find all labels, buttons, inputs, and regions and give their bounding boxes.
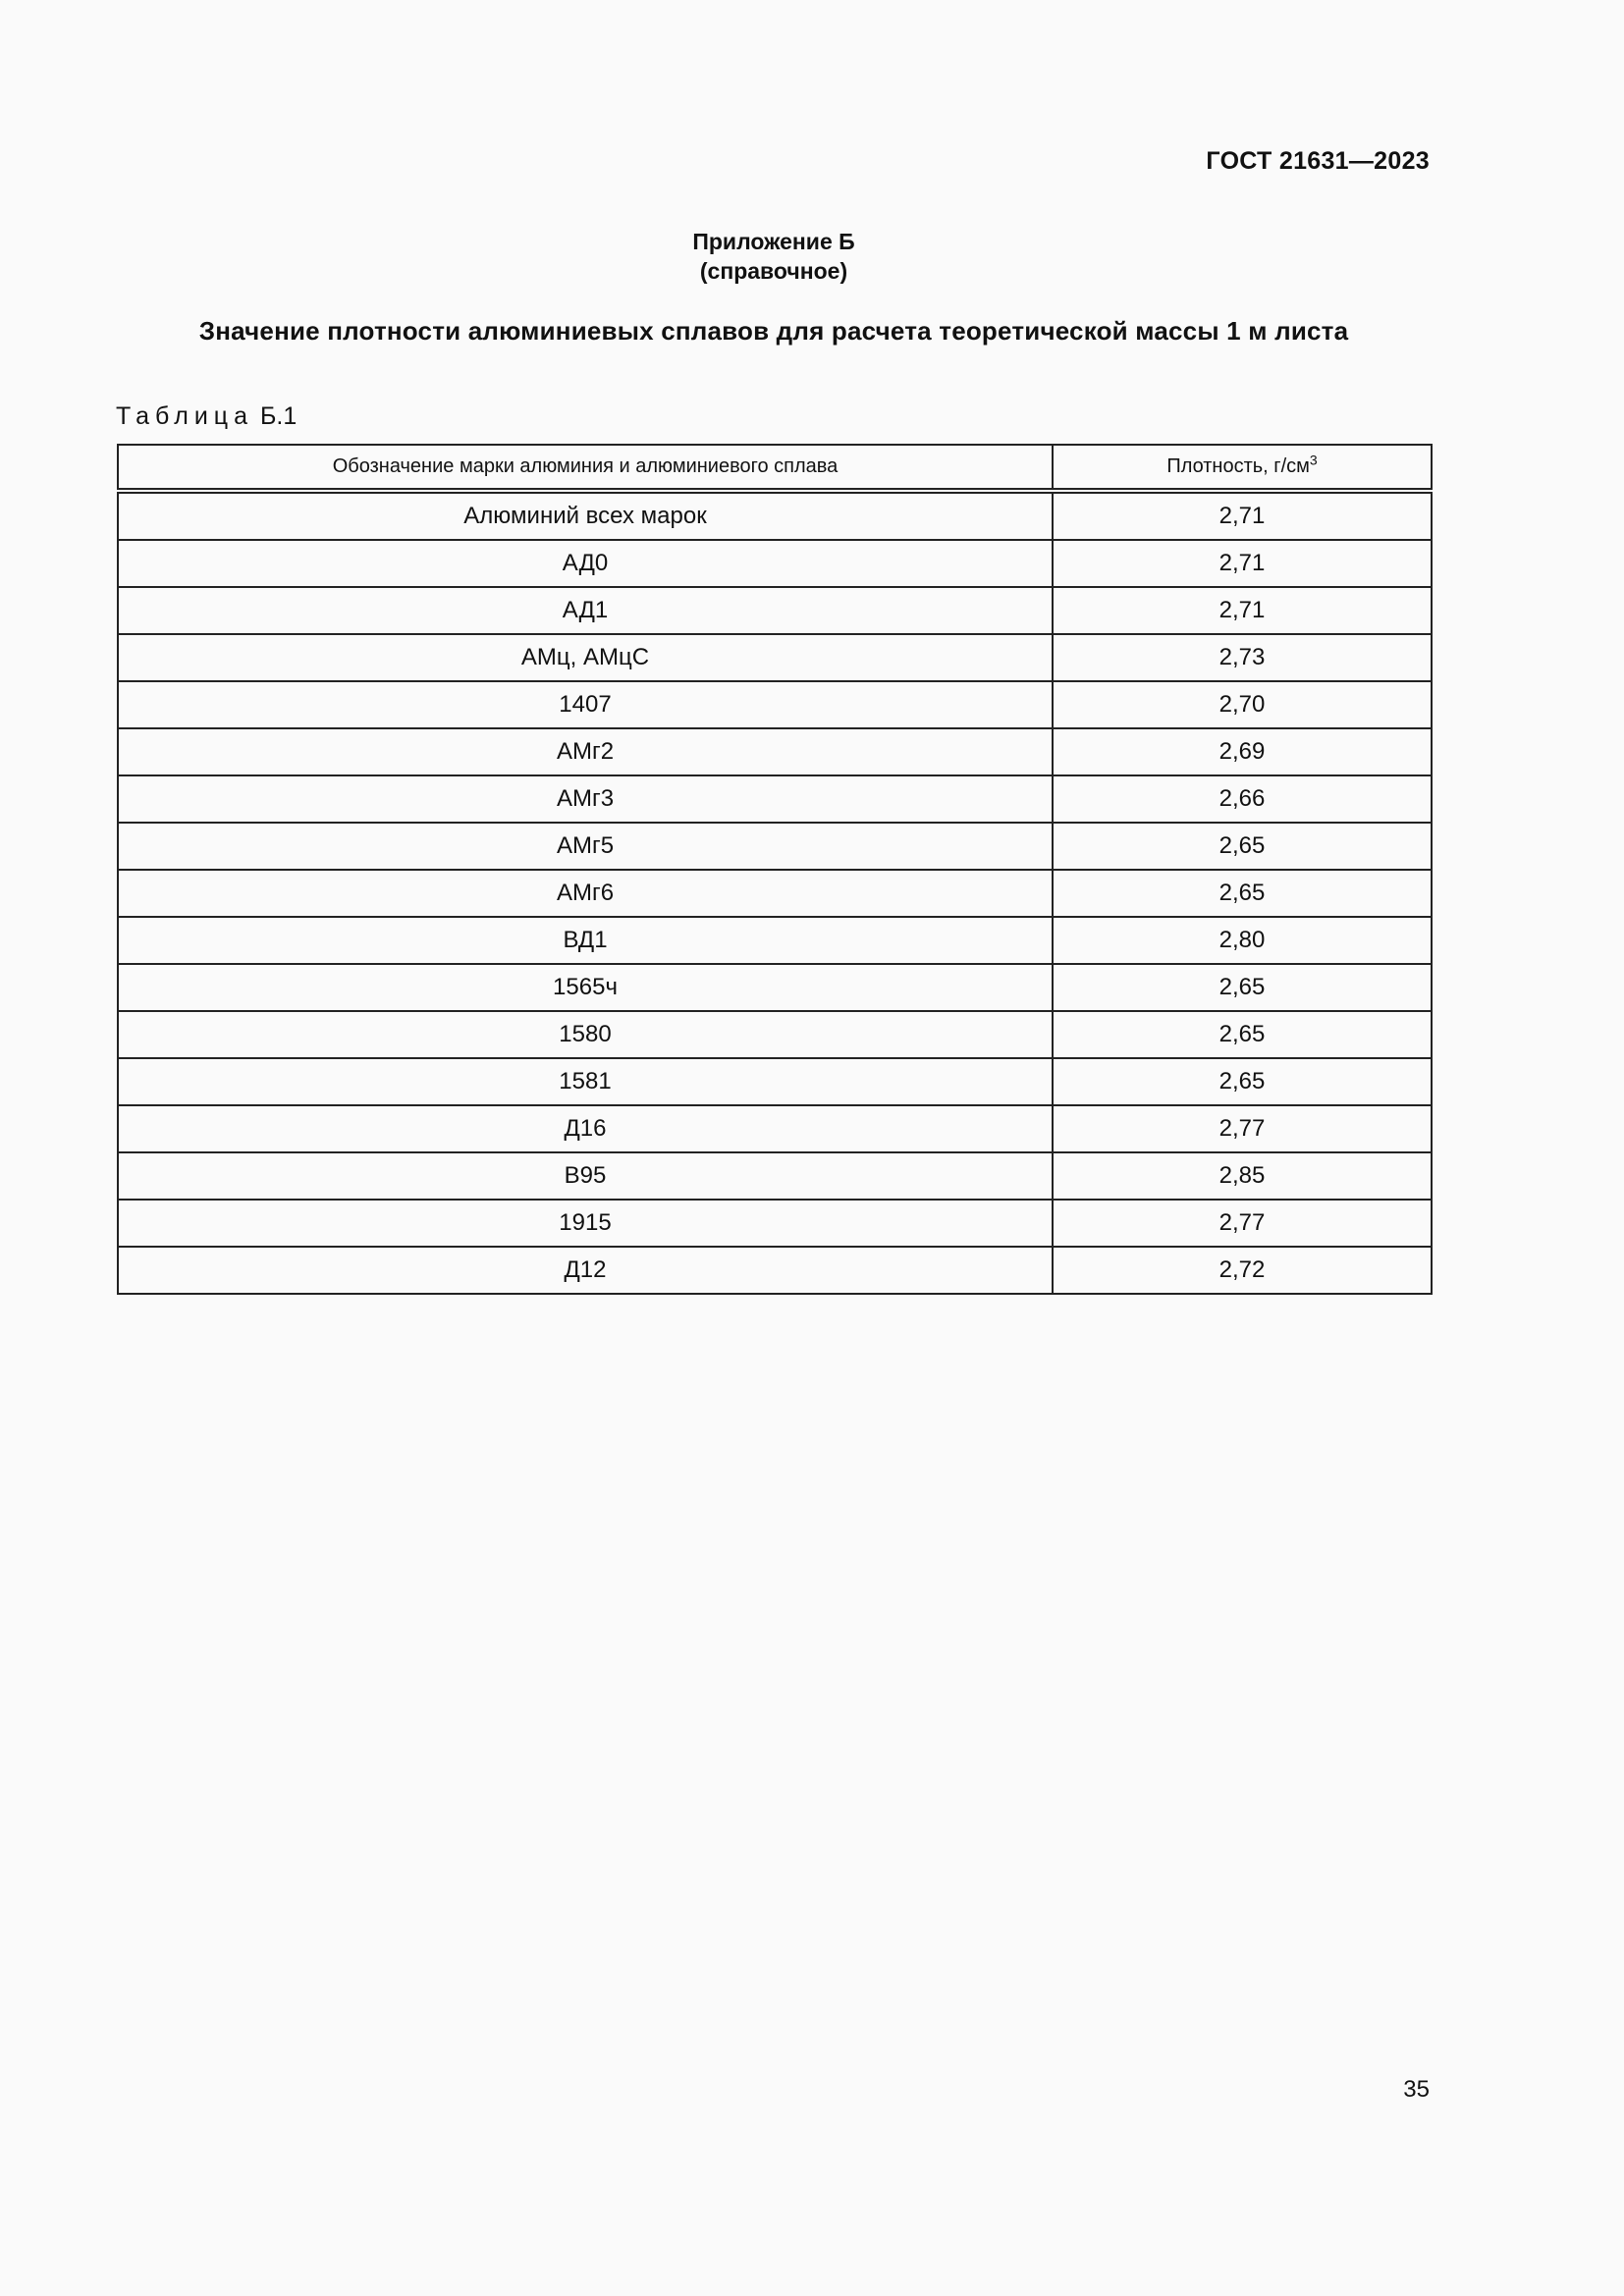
alloy-grade-cell: Д16: [118, 1105, 1053, 1152]
table-row: [118, 1011, 1432, 1058]
document-code: ГОСТ 21631—2023: [1206, 147, 1430, 175]
alloy-grade-cell: АМг2: [118, 728, 1053, 775]
table-row: [118, 1200, 1432, 1247]
alloy-grade-cell: Д12: [118, 1247, 1053, 1294]
density-table: [117, 444, 1433, 1295]
table-row: [118, 1105, 1432, 1152]
density-value-cell: 2,80: [1053, 917, 1432, 964]
appendix-title: Приложение Б: [692, 229, 855, 254]
alloy-grade-cell: АД1: [118, 587, 1053, 634]
alloy-grade-cell: АМг6: [118, 870, 1053, 917]
density-value-cell: 2,71: [1053, 540, 1432, 587]
density-value-cell: 2,69: [1053, 728, 1432, 775]
density-value-cell: 2,71: [1053, 491, 1432, 540]
table-body: [118, 491, 1432, 1294]
alloy-grade-cell: 1580: [118, 1011, 1053, 1058]
alloy-grade-cell: АМц, АМцС: [118, 634, 1053, 681]
unit-exponent: 3: [1309, 452, 1318, 468]
density-value-cell: 2,77: [1053, 1200, 1432, 1247]
table-row: [118, 491, 1432, 540]
table-row: [118, 1152, 1432, 1200]
table-row: [118, 728, 1432, 775]
table-row: [118, 964, 1432, 1011]
table-header-row: [118, 445, 1432, 491]
density-value-cell: 2,65: [1053, 964, 1432, 1011]
table-row: [118, 1058, 1432, 1105]
alloy-grade-cell: Алюминий всех марок: [118, 491, 1053, 540]
alloy-grade-cell: 1407: [118, 681, 1053, 728]
table-row: [118, 917, 1432, 964]
alloy-grade-cell: АМг5: [118, 823, 1053, 870]
table-row: [118, 540, 1432, 587]
page-title: Значение плотности алюминиевых сплавов для расчета теоретической массы 1 м листа: [198, 316, 1349, 346]
density-value-cell: 2,85: [1053, 1152, 1432, 1200]
density-value-cell: 2,66: [1053, 775, 1432, 823]
alloy-grade-cell: АД0: [118, 540, 1053, 587]
table-caption-number: Б.1: [259, 402, 298, 430]
column-header-density: [1053, 445, 1432, 491]
alloy-grade-cell: 1581: [118, 1058, 1053, 1105]
table-row: [118, 870, 1432, 917]
density-value-cell: 2,65: [1053, 870, 1432, 917]
column-header-density-text: Плотность, г/см: [1166, 455, 1310, 477]
density-value-cell: 2,65: [1053, 823, 1432, 870]
alloy-grade-cell: 1915: [118, 1200, 1053, 1247]
density-value-cell: 2,65: [1053, 1058, 1432, 1105]
density-value-cell: 2,77: [1053, 1105, 1432, 1152]
table-row: [118, 823, 1432, 870]
table-caption-label: Таблица: [116, 402, 254, 430]
table-row: [118, 1247, 1432, 1294]
alloy-grade-cell: АМг3: [118, 775, 1053, 823]
table-row: [118, 775, 1432, 823]
table-row: [118, 587, 1432, 634]
appendix-subtitle: (справочное): [699, 258, 848, 284]
alloy-grade-cell: 1565ч: [118, 964, 1053, 1011]
page-number: 35: [1403, 2076, 1430, 2103]
alloy-grade-cell: ВД1: [118, 917, 1053, 964]
appendix-heading: [0, 227, 1547, 286]
table-row: [118, 681, 1432, 728]
column-header-grade: Обозначение марки алюминия и алюминиевого сплава: [118, 445, 1053, 491]
density-value-cell: 2,71: [1053, 587, 1432, 634]
table-row: [118, 634, 1432, 681]
alloy-grade-cell: В95: [118, 1152, 1053, 1200]
density-value-cell: 2,70: [1053, 681, 1432, 728]
density-value-cell: 2,72: [1053, 1247, 1432, 1294]
table-caption: [116, 402, 297, 431]
density-value-cell: 2,73: [1053, 634, 1432, 681]
density-value-cell: 2,65: [1053, 1011, 1432, 1058]
